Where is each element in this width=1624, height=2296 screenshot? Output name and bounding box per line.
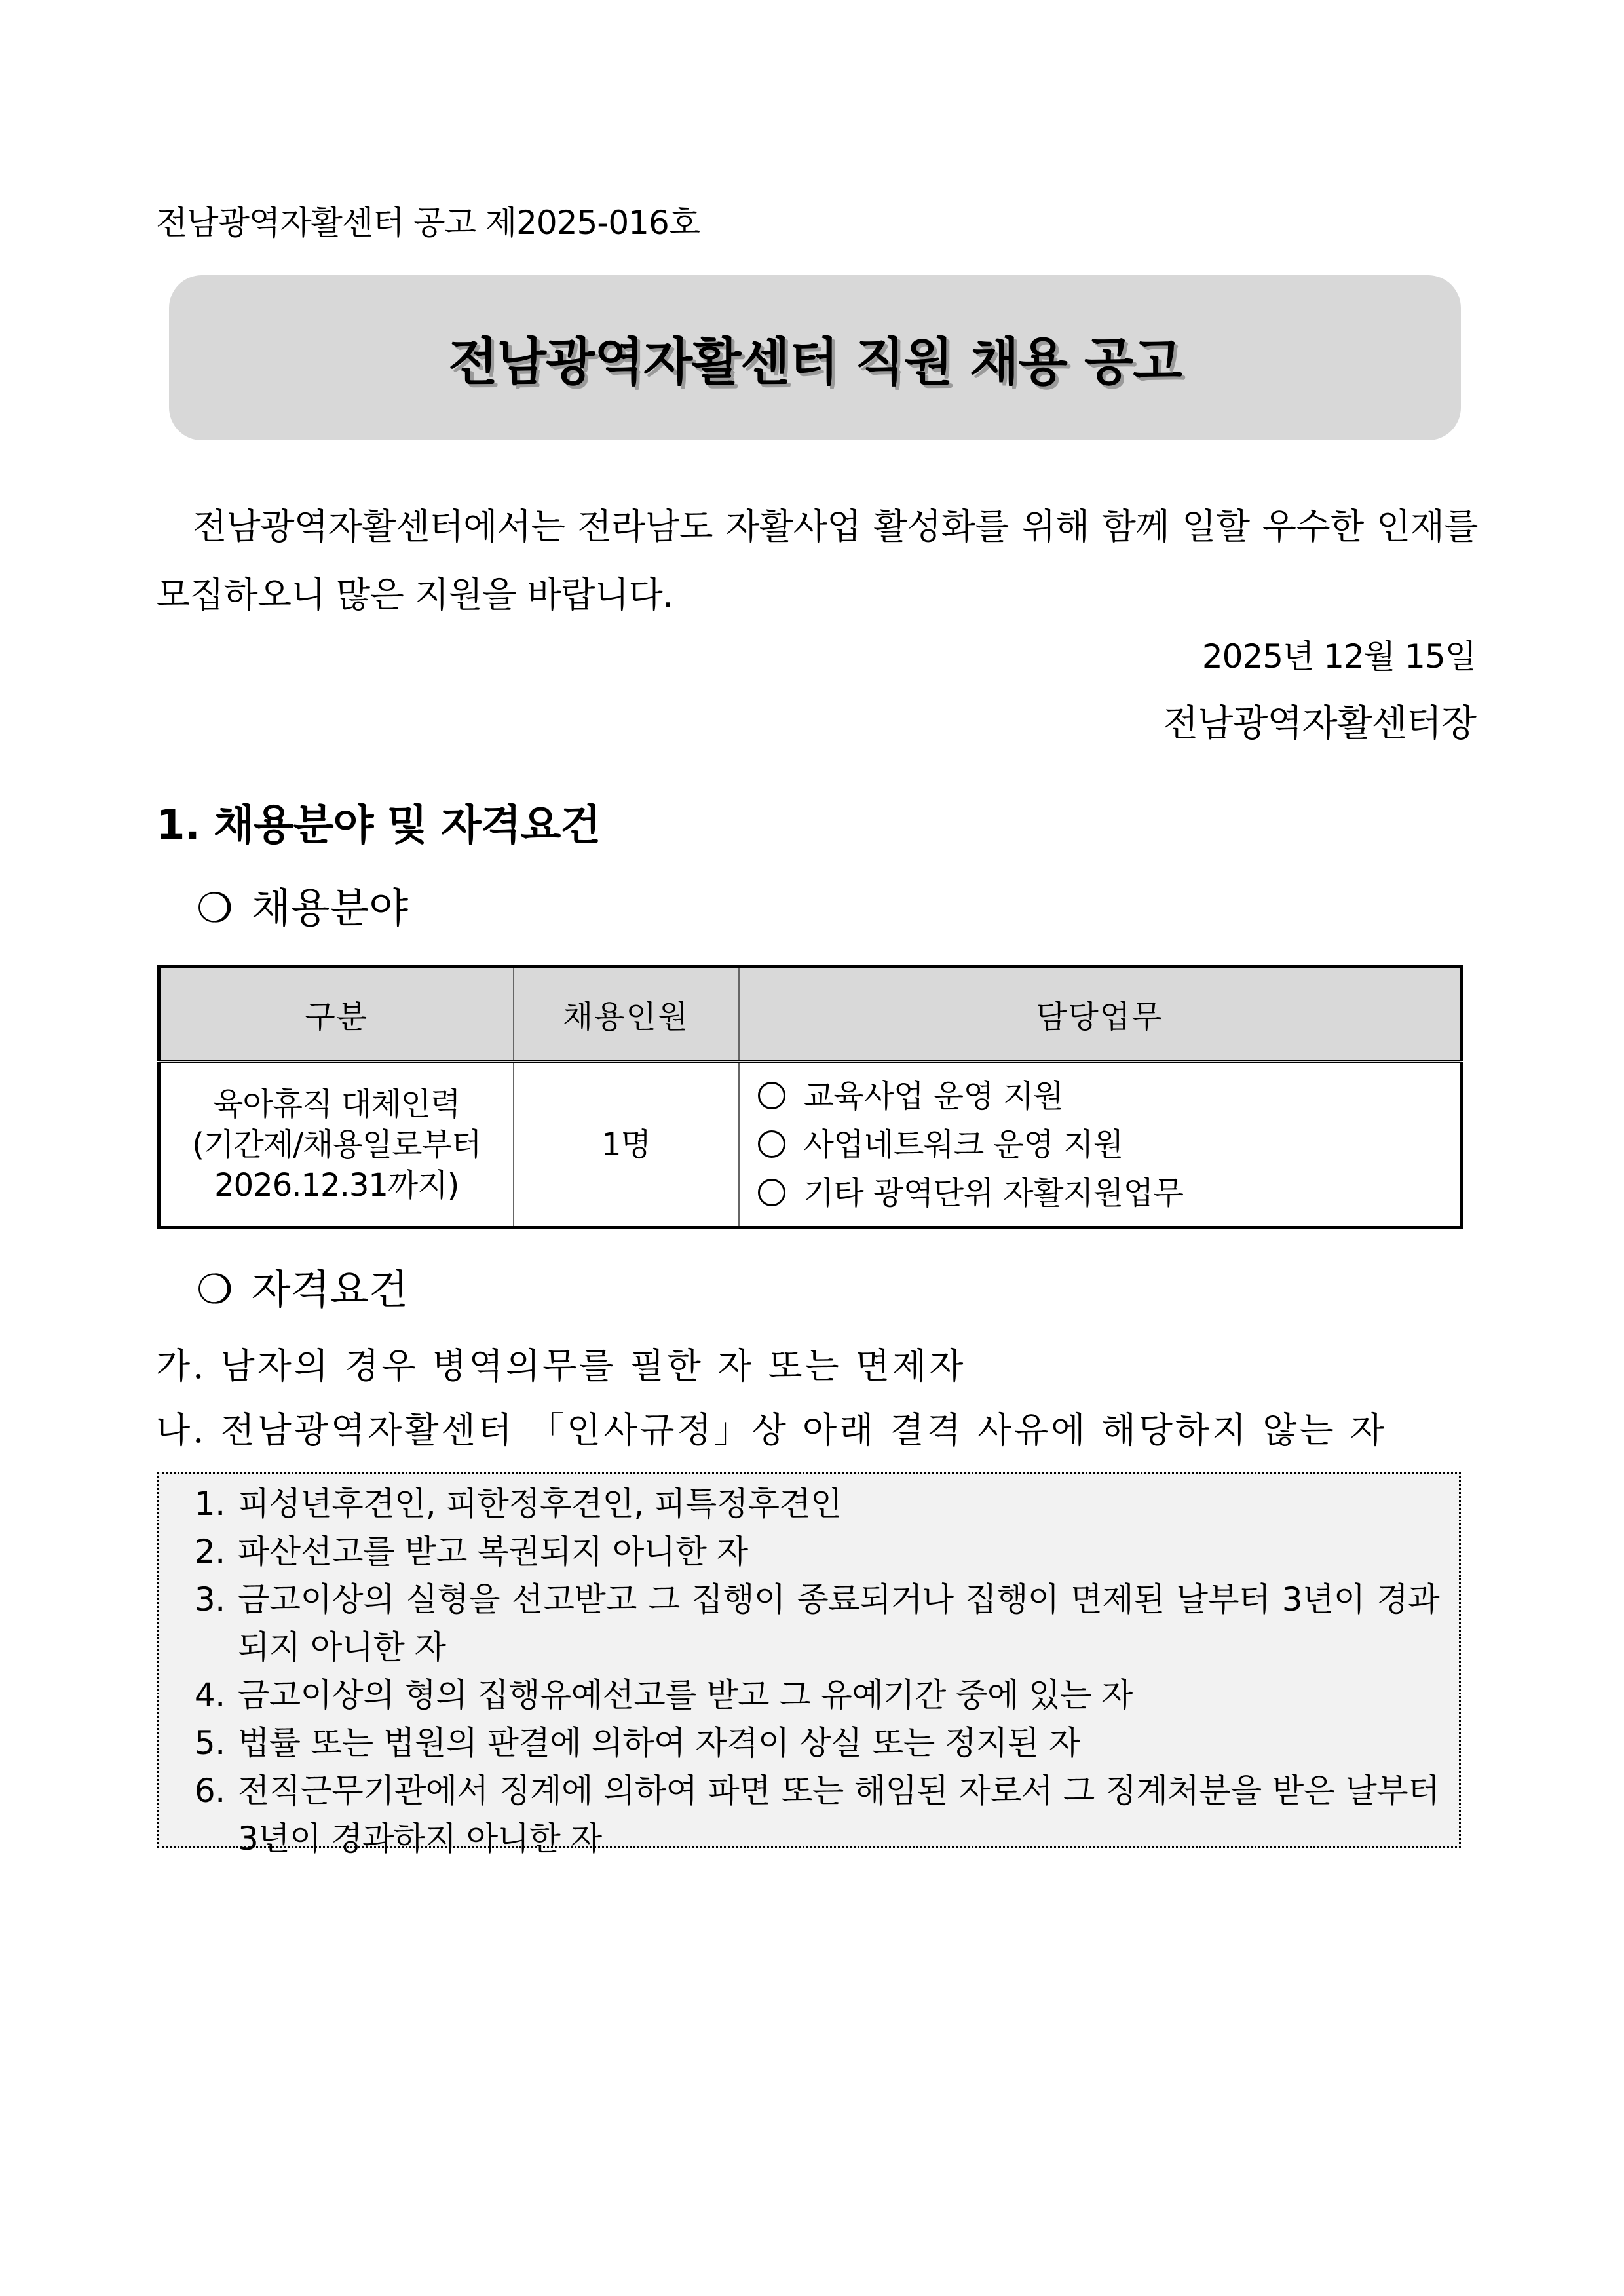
disqualification-box bbox=[157, 1472, 1461, 1858]
duty-label: 사업네트워크 운영 지원 bbox=[803, 1126, 1124, 1163]
subsection-recruitment-field bbox=[197, 875, 408, 934]
duty-item bbox=[758, 1072, 1460, 1120]
category-line: 육아휴직 대체인력 bbox=[213, 1086, 461, 1122]
requirement-b: 나. 전남광역자활센터 「인사규정」상 아래 결격 사유에 해당하지 않는 자 bbox=[156, 1409, 1388, 1451]
recruitment-table bbox=[157, 965, 1463, 1229]
notice-sender: 전남광역자활센터장 bbox=[1163, 702, 1476, 745]
table-row bbox=[159, 1062, 1462, 1228]
section-heading: 1. 채용분야 및 자격요건 bbox=[156, 801, 601, 850]
list-item: 3. 금고이상의 실형을 선고받고 그 집행이 종료되거나 집행이 면제된 날부터 3년이 경과되지 아니한 자 bbox=[235, 1576, 1439, 1672]
disqualification-list bbox=[188, 1480, 1439, 1863]
list-item: 1. 피성년후견인, 피한정후견인, 피특정후견인 bbox=[235, 1480, 1439, 1528]
duty-label: 기타 광역단위 자활지원업무 bbox=[803, 1175, 1184, 1212]
list-item: 4. 금고이상의 형의 집행유예선고를 받고 그 유예기간 중에 있는 자 bbox=[235, 1672, 1439, 1719]
circle-bullet-icon bbox=[758, 1130, 785, 1158]
category-line: (기간제/채용일로부터 bbox=[192, 1126, 482, 1163]
list-item: 2. 파산선고를 받고 복권되지 아니한 자 bbox=[235, 1528, 1439, 1576]
title-banner bbox=[169, 275, 1461, 440]
hollow-circle-bullet-icon: ❍ bbox=[197, 1265, 233, 1313]
circle-bullet-icon bbox=[758, 1179, 785, 1206]
requirement-a: 가. 남자의 경우 병역의무를 필한 자 또는 면제자 bbox=[156, 1345, 966, 1387]
column-header: 담당업무 bbox=[739, 966, 1462, 1062]
duty-label: 교육사업 운영 지원 bbox=[803, 1078, 1063, 1115]
circle-bullet-icon bbox=[758, 1082, 785, 1109]
duty-item bbox=[758, 1169, 1460, 1217]
duties-cell bbox=[739, 1062, 1462, 1228]
list-item: 5. 법률 또는 법원의 판결에 의하여 자격이 상실 또는 정지된 자 bbox=[235, 1719, 1439, 1767]
subsection-label: 자격요건 bbox=[251, 1265, 409, 1313]
duty-item bbox=[758, 1120, 1460, 1169]
intro-paragraph: 전남광역자활센터에서는 전라남도 자활사업 활성화를 위해 함께 일할 우수한 인재를 모집하오니 많은 지원을 바랍니다. bbox=[156, 506, 1478, 615]
hollow-circle-bullet-icon: ❍ bbox=[197, 884, 233, 932]
notice-number: 전남광역자활센터 공고 제2025-016호 bbox=[156, 204, 700, 242]
headcount-cell: 1명 bbox=[514, 1062, 739, 1228]
column-header: 구분 bbox=[159, 966, 514, 1062]
notice-date: 2025년 12월 15일 bbox=[1201, 638, 1476, 676]
table-header-row bbox=[159, 966, 1462, 1062]
category-cell bbox=[159, 1062, 514, 1228]
category-line: 2026.12.31까지) bbox=[214, 1167, 459, 1204]
subsection-qualifications bbox=[197, 1257, 408, 1315]
list-item: 6. 전직근무기관에서 징계에 의하여 파면 또는 해임된 자로서 그 징계처분을 받은 날부터 3년이 경과하지 아니한 자 bbox=[235, 1767, 1439, 1863]
page-title: 전남광역자활센터 직원 채용 공고 bbox=[448, 333, 1182, 392]
column-header: 채용인원 bbox=[514, 966, 739, 1062]
subsection-label: 채용분야 bbox=[251, 884, 409, 932]
